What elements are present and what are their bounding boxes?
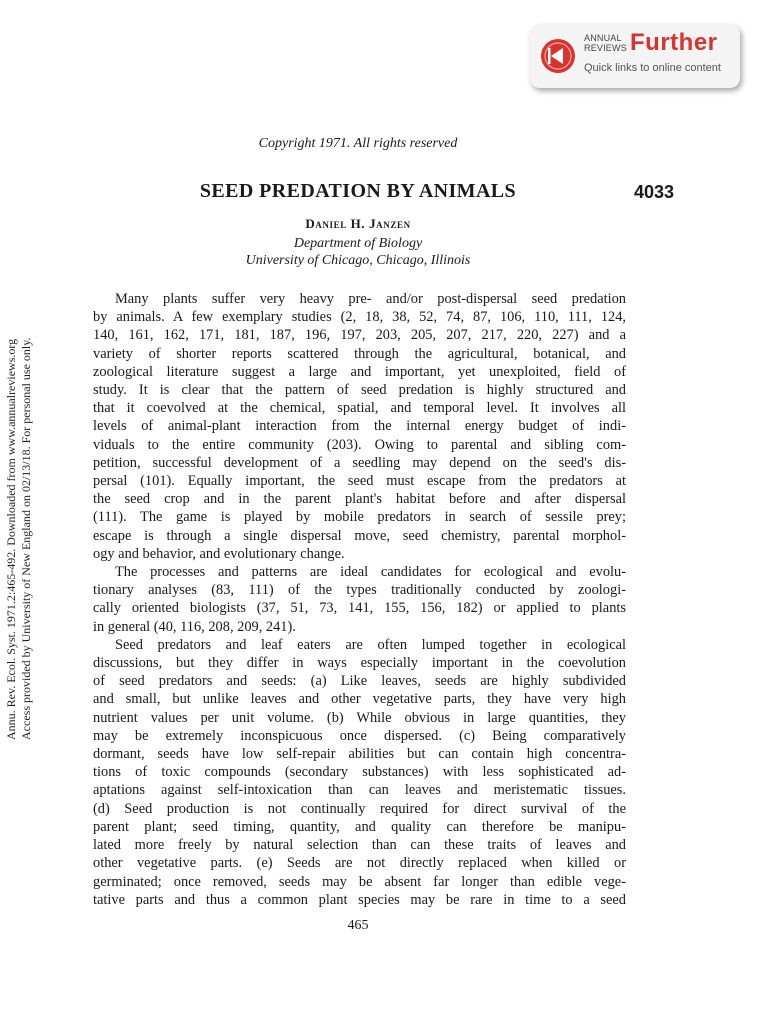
download-stamp-line: Annu. Rev. Ecol. Syst. 1971.2:465-492. Downloaded from www.annualreviews.org	[4, 338, 18, 740]
body-line: levels of animal-plant interaction from the internal energy budget of indi-	[93, 418, 626, 435]
body-line: variety of shorter reports scattered through the agricultural, botanical, and	[93, 345, 626, 362]
author-name: Daniel H. Janzen	[305, 216, 411, 231]
annual-reviews-further-link[interactable]	[530, 24, 740, 88]
body-line: discussions, but they differ in ways especially important in the coevolution	[93, 655, 626, 672]
body-line: (111). The game is played by mobile predators in search of sessile prey;	[93, 509, 626, 526]
body-line: nutrient values per unit volume. (b) While obvious in large quantities, they	[93, 709, 626, 726]
author-department: Department of Biology	[293, 236, 423, 251]
further-tagline: Quick links to online content	[584, 62, 721, 74]
body-line: (d) Seed production is not continually required for direct survival of the	[93, 800, 626, 817]
body-line: viduals to the entire community (203). Owing to parental and sibling com-	[93, 436, 626, 453]
body-line: lated more freely by natural selection than can these traits of leaves and	[93, 837, 626, 854]
body-line: tions of toxic compounds (secondary substances) with less sophisticated ad-	[93, 764, 626, 781]
annual-reviews-logo	[584, 33, 627, 53]
body-line: aptations against self-intoxication than can leaves and meristematic tissues.	[93, 782, 626, 799]
body-line: Many plants suffer very heavy pre- and/or post-dispersal seed predation	[115, 291, 626, 307]
article-body	[93, 290, 626, 909]
body-line: and small, but unlike leaves and other vegetative parts, they have very high	[93, 691, 626, 708]
further-arrow-icon	[540, 38, 576, 74]
body-line: germinated; once removed, seeds may be absent far longer than edible vege-	[93, 873, 626, 890]
copyright-notice: Copyright 1971. All rights reserved	[258, 136, 458, 151]
author-university: University of Chicago, Chicago, Illinois	[245, 253, 471, 268]
body-line: persal (101). Equally important, the seed must escape from the predators at	[93, 473, 626, 490]
body-line: The processes and patterns are ideal candidates for ecological and evolu-	[115, 564, 626, 581]
body-line: cally oriented biologists (37, 51, 73, 141, 155, 156, 182) or applied to plants	[93, 600, 626, 617]
body-line: ogy and behavior, and evolutionary change.	[93, 545, 345, 562]
brand-top: ANNUAL	[584, 33, 622, 43]
further-wordmark: Further	[630, 29, 718, 56]
body-line: zoological literature suggest a large and important, yet unexploited, field of	[93, 363, 626, 380]
article-title: SEED PREDATION BY ANIMALS	[199, 180, 517, 202]
body-line: other vegetative parts. (e) Seeds are not directly replaced when killed or	[93, 855, 626, 872]
body-line: petition, successful development of a seedling may depend on the seed's dis-	[93, 454, 626, 471]
body-line: that it coevolved at the chemical, spatial, and temporal level. It involves all	[93, 400, 626, 417]
body-line: tative parts and thus a common plant species may be rare in time to a seed	[93, 891, 626, 908]
body-line: dormant, seeds have low self-repair abilities but can contain high concentra-	[93, 746, 626, 763]
body-line: may be extremely inconspicuous once dispersed. (c) Being comparatively	[93, 727, 626, 744]
access-stamp-line: Access provided by University of New England on 02/13/18. For personal use only.	[19, 337, 33, 740]
brand-bottom: REVIEWS	[584, 43, 627, 53]
body-line: Seed predators and leaf eaters are often lumped together in ecological	[115, 636, 626, 653]
body-line: escape is through a single dispersal move, seed chemistry, parental morphol-	[93, 527, 626, 544]
body-line: the seed crop and in the parent plant's habitat before and after dispersal	[93, 491, 626, 508]
page-number: 465	[347, 918, 369, 933]
body-line: of seed predators and seeds: (a) Like leaves, seeds are highly subdivided	[93, 673, 626, 690]
body-line: study. It is clear that the pattern of seed predation is highly structured and	[93, 382, 626, 399]
article-number: 4033	[634, 182, 675, 202]
body-line: 140, 161, 162, 171, 181, 187, 196, 197, 203, 205, 207, 217, 220, 227) and a	[93, 327, 626, 344]
body-line: parent plant; seed timing, quantity, and quality can therefore be manipu-	[93, 818, 626, 835]
body-line: in general (40, 116, 208, 209, 241).	[93, 618, 296, 635]
download-stamp	[4, 270, 34, 740]
body-line: by animals. A few exemplary studies (2, 18, 38, 52, 74, 87, 106, 110, 111, 124,	[93, 309, 626, 326]
body-line: tionary analyses (83, 111) of the types traditionally conducted by zoologi-	[93, 582, 626, 599]
